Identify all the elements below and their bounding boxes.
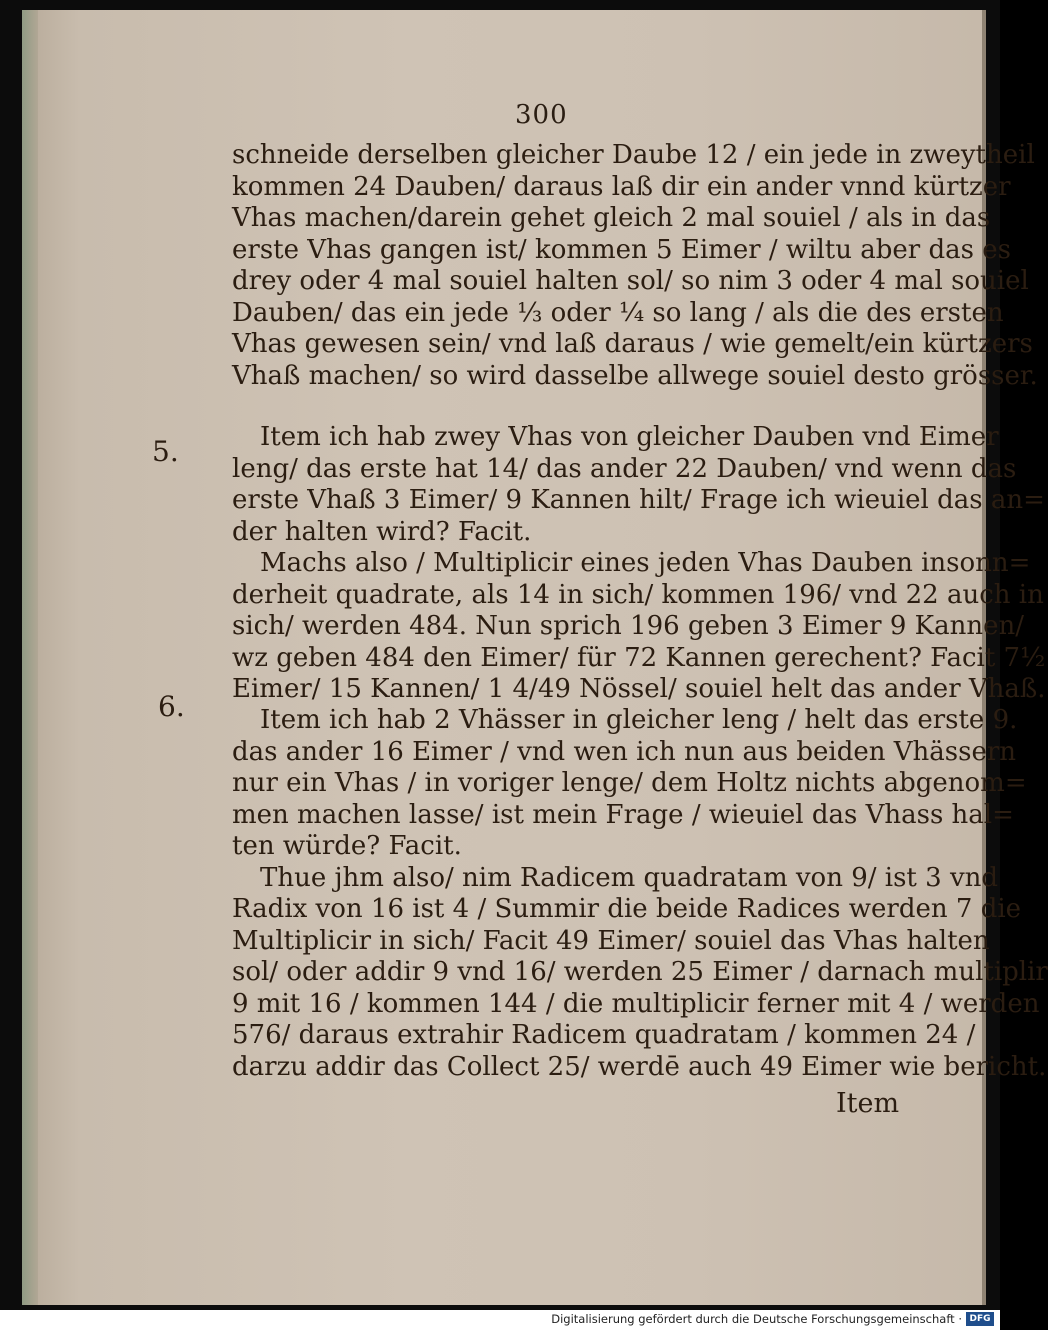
text-line: Vhaß machen/ so wird dasselbe allwege souiel desto grösser.	[232, 360, 1038, 391]
text-line: erste Vhaß 3 Eimer/ 9 Kannen hilt/ Frage ich wieuiel das an=	[232, 485, 1045, 515]
margin-number-6: 6.	[158, 690, 185, 723]
text-line: Item ich hab zwey Vhas von gleicher Dauben vnd Eimer	[260, 422, 999, 452]
text-line: nur ein Vhas / in voriger lenge/ dem Holtz nichts abgenom=	[232, 768, 1027, 798]
text-line: Radix von 16 ist 4 / Summir die beide Radices werden 7 die	[232, 894, 1022, 924]
text-line: 9 mit 16 / kommen 144 / die multiplicir ferner mit 4 / werden	[232, 988, 1040, 1019]
catchword: Item	[836, 1088, 900, 1119]
text-line: Vhas gewesen sein/ vnd laß daraus / wie gemelt/ein kürtzers	[232, 329, 1033, 359]
text-line: sol/ oder addir 9 vnd 16/ werden 25 Eimer / darnach multiplir	[232, 957, 1048, 987]
text-line: leng/ das erste hat 14/ das ander 22 Dauben/ vnd wenn das	[232, 453, 1017, 484]
footer-bar	[0, 1310, 1000, 1330]
dfg-logo: DFG	[966, 1312, 994, 1326]
text-line: ten würde? Facit.	[232, 831, 462, 861]
paragraph-3	[232, 705, 1048, 1083]
text-line: Vhas machen/darein gehet gleich 2 mal souiel / als in das	[232, 203, 991, 233]
text-line: derheit quadrate, als 14 in sich/ kommen 196/ vnd 22 auch in	[232, 579, 1044, 610]
page-number: 300	[515, 100, 568, 130]
paragraph-1	[232, 140, 1038, 392]
text-line: Eimer/ 15 Kannen/ 1 4/49 Nössel/ souiel helt das ander Vhaß.	[232, 674, 1046, 704]
margin-number-5: 5.	[152, 435, 179, 468]
paragraph-2	[232, 422, 1046, 706]
text-line: men machen lasse/ ist mein Frage / wieuiel das Vhass hal=	[232, 799, 1014, 830]
text-line: drey oder 4 mal souiel halten sol/ so nim 3 oder 4 mal souiel	[232, 266, 1029, 296]
text-line: schneide derselben gleicher Daube 12 / ein jede in zweytheil	[232, 140, 1035, 170]
text-line: sich/ werden 484. Nun sprich 196 geben 3 Eimer 9 Kannen/	[232, 611, 1024, 641]
text-line: Item ich hab 2 Vhässer in gleicher leng / helt das erste 9.	[260, 705, 1018, 735]
text-line: wz geben 484 den Eimer/ für 72 Kannen gerechent? Facit 7½	[232, 642, 1046, 673]
funding-notice: Digitalisierung gefördert durch die Deutsche Forschungsgemeinschaft ·	[551, 1312, 962, 1326]
text-line: Dauben/ das ein jede ⅓ oder ¼ so lang / als die des ersten	[232, 297, 1004, 328]
page-gutter	[22, 10, 38, 1305]
text-line: das ander 16 Eimer / vnd wen ich nun aus beiden Vhässern	[232, 736, 1017, 767]
text-line: Machs also / Multiplicir eines jeden Vhas Dauben insonn=	[260, 548, 1031, 578]
text-line: Multiplicir in sich/ Facit 49 Eimer/ souiel das Vhas halten	[232, 925, 990, 956]
text-line: der halten wird? Facit.	[232, 516, 532, 547]
text-line: kommen 24 Dauben/ daraus laß dir ein ander vnnd kürtzer	[232, 171, 1011, 202]
text-line: erste Vhas gangen ist/ kommen 5 Eimer / wiltu aber das es	[232, 234, 1011, 265]
text-line: 576/ daraus extrahir Radicem quadratam / kommen 24 /	[232, 1020, 976, 1050]
text-line: darzu addir das Collect 25/ werdē auch 49 Eimer wie bericht.	[232, 1051, 1047, 1082]
text-line: Thue jhm also/ nim Radicem quadratam von 9/ ist 3 vnd	[260, 862, 999, 893]
